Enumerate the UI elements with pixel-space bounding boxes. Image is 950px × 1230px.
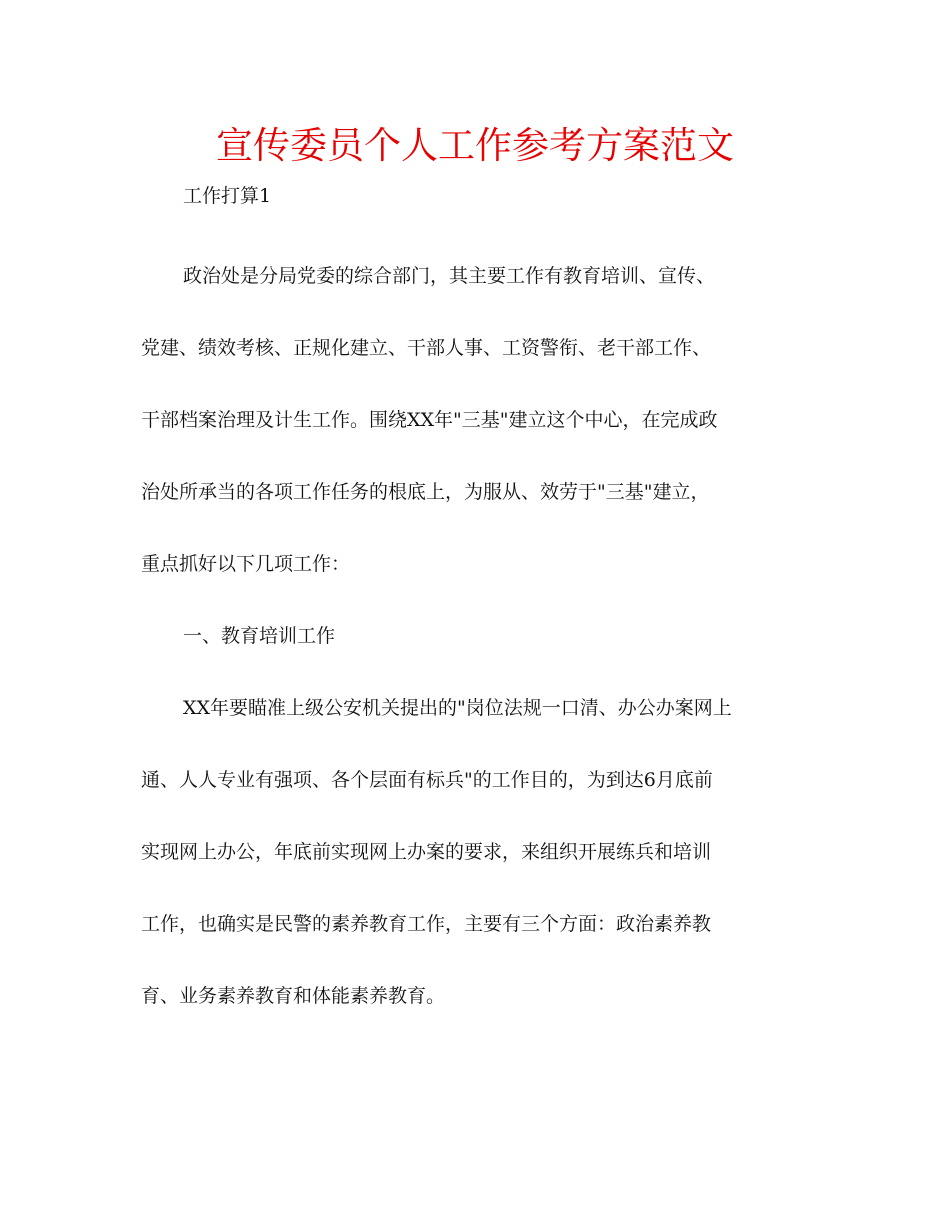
- document-body: [141, 170, 821, 1042]
- paragraph-2-line-4: 工作，也确实是民警的素养教育工作，主要有三个方面：政治素养教: [141, 913, 712, 935]
- paragraph-2-line-2: 通、人人专业有强项、各个层面有标兵"的工作目的，为到达6月底前: [141, 769, 713, 791]
- section-heading: 工作打算1: [183, 185, 272, 207]
- paragraph-1-line-2: 党建、绩效考核、正规化建立、干部人事、工资警衔、老干部工作、: [141, 337, 712, 359]
- paragraph-1-line-3: 干部档案治理及计生工作。围绕XX年"三基"建立这个中心，在完成政: [141, 409, 718, 431]
- paragraph-2-line-3: 实现网上办公，年底前实现网上办案的要求，来组织开展练兵和培训: [141, 841, 712, 863]
- paragraph-1-line-5: 重点抓好以下几项工作：: [141, 553, 351, 575]
- paragraph-1-line-1: 政治处是分局党委的综合部门，其主要工作有教育培训、宣传、: [183, 265, 716, 287]
- paragraph-2-line-1: XX年要瞄准上级公安机关提出的"岗位法规一口清、办公办案网上: [183, 697, 732, 719]
- paragraph-2-line-5: 育、业务素养教育和体能素养教育。: [141, 985, 446, 1007]
- paragraph-1-line-4: 治处所承当的各项工作任务的根底上，为服从、效劳于"三基"建立，: [141, 481, 710, 503]
- subheading-education-training: 一、教育培训工作: [183, 625, 336, 647]
- document-title: 宣传委员个人工作参考方案范文: [216, 124, 734, 167]
